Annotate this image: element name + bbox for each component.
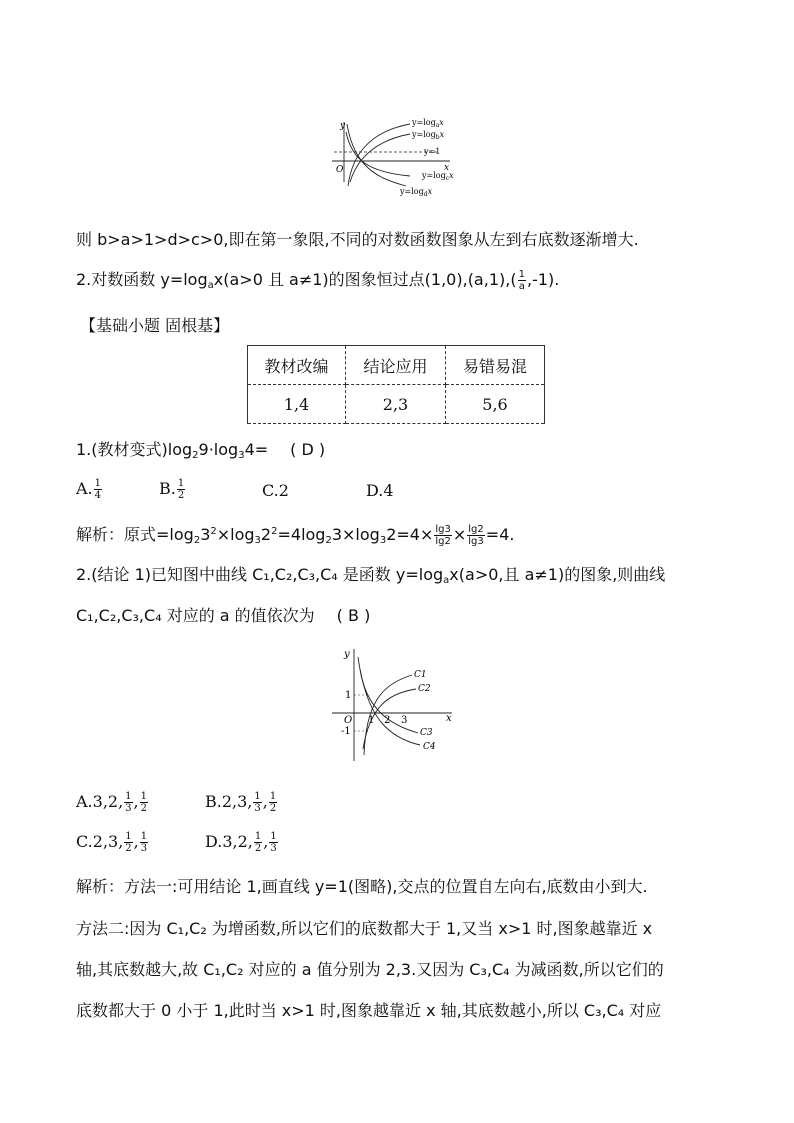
fig1-origin-label: O [336, 165, 344, 175]
fig2-curve-c2: C2 [418, 684, 431, 694]
fig1-x-label: x [444, 163, 450, 173]
answer-2: ( B ) [336, 606, 371, 625]
log-curves-figure-1 [328, 116, 468, 200]
fig1-label-a: $y=\log_ax$ [412, 118, 444, 129]
q1-option-d: D.4 [366, 481, 394, 500]
q2-solution-line-2: 方法二:因为 C₁,C₂ 为增函数,所以它们的底数都大于 1,又当 x>1 时,图象越靠近 x [76, 919, 653, 938]
fig1-label-d: $y=\log_dx$ [400, 187, 433, 198]
fig2-curve-c1: C1 [414, 670, 427, 680]
table-header: 教材改编 [248, 346, 346, 385]
fig2-y-tick: 1 [345, 690, 352, 701]
q2-option-d: D.3,2, $\frac{1}{2}$ , $\frac{1}{3}$ [205, 831, 277, 854]
section-title: 【基础小题 固根基】 [80, 316, 230, 335]
fig1-label-c: $y=\log_cx$ [422, 171, 454, 182]
answer-1: ( D ) [290, 440, 326, 459]
paragraph-fixed-points: 2.对数函数 $y=\log_ax(a>0$ 且 a≠1)的图象恒过点(1,0),(a,1),( $\frac{1}{a}$ ,-1). [76, 269, 560, 292]
q1-option-c: C.2 [262, 481, 289, 500]
question-1: 1.(教材变式)$\log_29\cdot\log_34=$ ( D ) [76, 440, 326, 461]
q2-solution-line-3: 轴,其底数越大,故 C₁,C₂ 对应的 a 值分别为 2,3.又因为 C₃,C₄ 为减函数,所以它们的 [76, 960, 664, 979]
log-curves-figure-2 [330, 645, 458, 763]
fig2-x-label: x [446, 713, 452, 724]
q1-option-b: B. $\frac{1}{2}$ [159, 478, 185, 501]
fig1-label-y1: y=1 [424, 147, 441, 156]
question-2-line-1: 2.(结论 1)已知图中曲线 C₁,C₂,C₃,C₄ 是函数 $y=\log_ax(a>0$,且 a≠1)的图象,则曲线 [76, 565, 666, 586]
table-cell: 5,6 [446, 385, 545, 424]
q2-option-c: C.2,3, $\frac{1}{2}$ , $\frac{1}{3}$ [76, 831, 148, 854]
fig1-y-label: y [340, 121, 346, 131]
fig2-x-tick: 1 [368, 715, 375, 726]
table-cell: 2,3 [346, 385, 446, 424]
paragraph-base-order: 则 b>a>1>d>c>0,即在第一象限,不同的对数函数图象从左到右底数逐渐增大. [76, 230, 639, 249]
fig2-y-label: y [344, 649, 350, 660]
q1-option-a: A. $\frac{1}{4}$ [76, 478, 102, 501]
question-2-line-2: C₁,C₂,C₃,C₄ 对应的 a 的值依次为 ( B ) [76, 606, 371, 625]
fig2-origin-label: O [344, 715, 353, 726]
q2-option-a: A.3,2, $\frac{1}{3}$ , $\frac{1}{2}$ [76, 791, 148, 814]
fig2-x-tick: 3 [401, 715, 408, 726]
table-header: 易错易混 [446, 346, 545, 385]
q2-option-b: B.2,3, $\frac{1}{3}$ , $\frac{1}{2}$ [205, 791, 277, 814]
q2-solution-line-1: 解析：方法一:可用结论 1,画直线 y=1(图略),交点的位置自左向右,底数由小到大. [76, 877, 648, 896]
q1-solution: 解析：原式$=\log_23^2\times\log_32^2=4\log_23\times\log_32=4\times$ $\frac{\lg 3}{\lg 2}$ × $\frac{\lg 2}{\lg 3}$ =4. [76, 524, 515, 547]
q2-solution-line-4: 底数都大于 0 小于 1,此时当 x>1 时,图象越靠近 x 轴,其底数越小,所以 C₃,C₄ 对应 [76, 1001, 662, 1020]
fig2-curve-c3: C3 [420, 728, 433, 738]
table-cell: 1,4 [248, 385, 346, 424]
fig2-x-tick: 2 [384, 715, 391, 726]
fig2-curve-c4: C4 [423, 742, 436, 752]
fig2-y-tick: -1 [341, 726, 351, 737]
classification-table [247, 345, 545, 424]
fig1-label-b: $y=\log_bx$ [412, 130, 445, 141]
table-header: 结论应用 [346, 346, 446, 385]
